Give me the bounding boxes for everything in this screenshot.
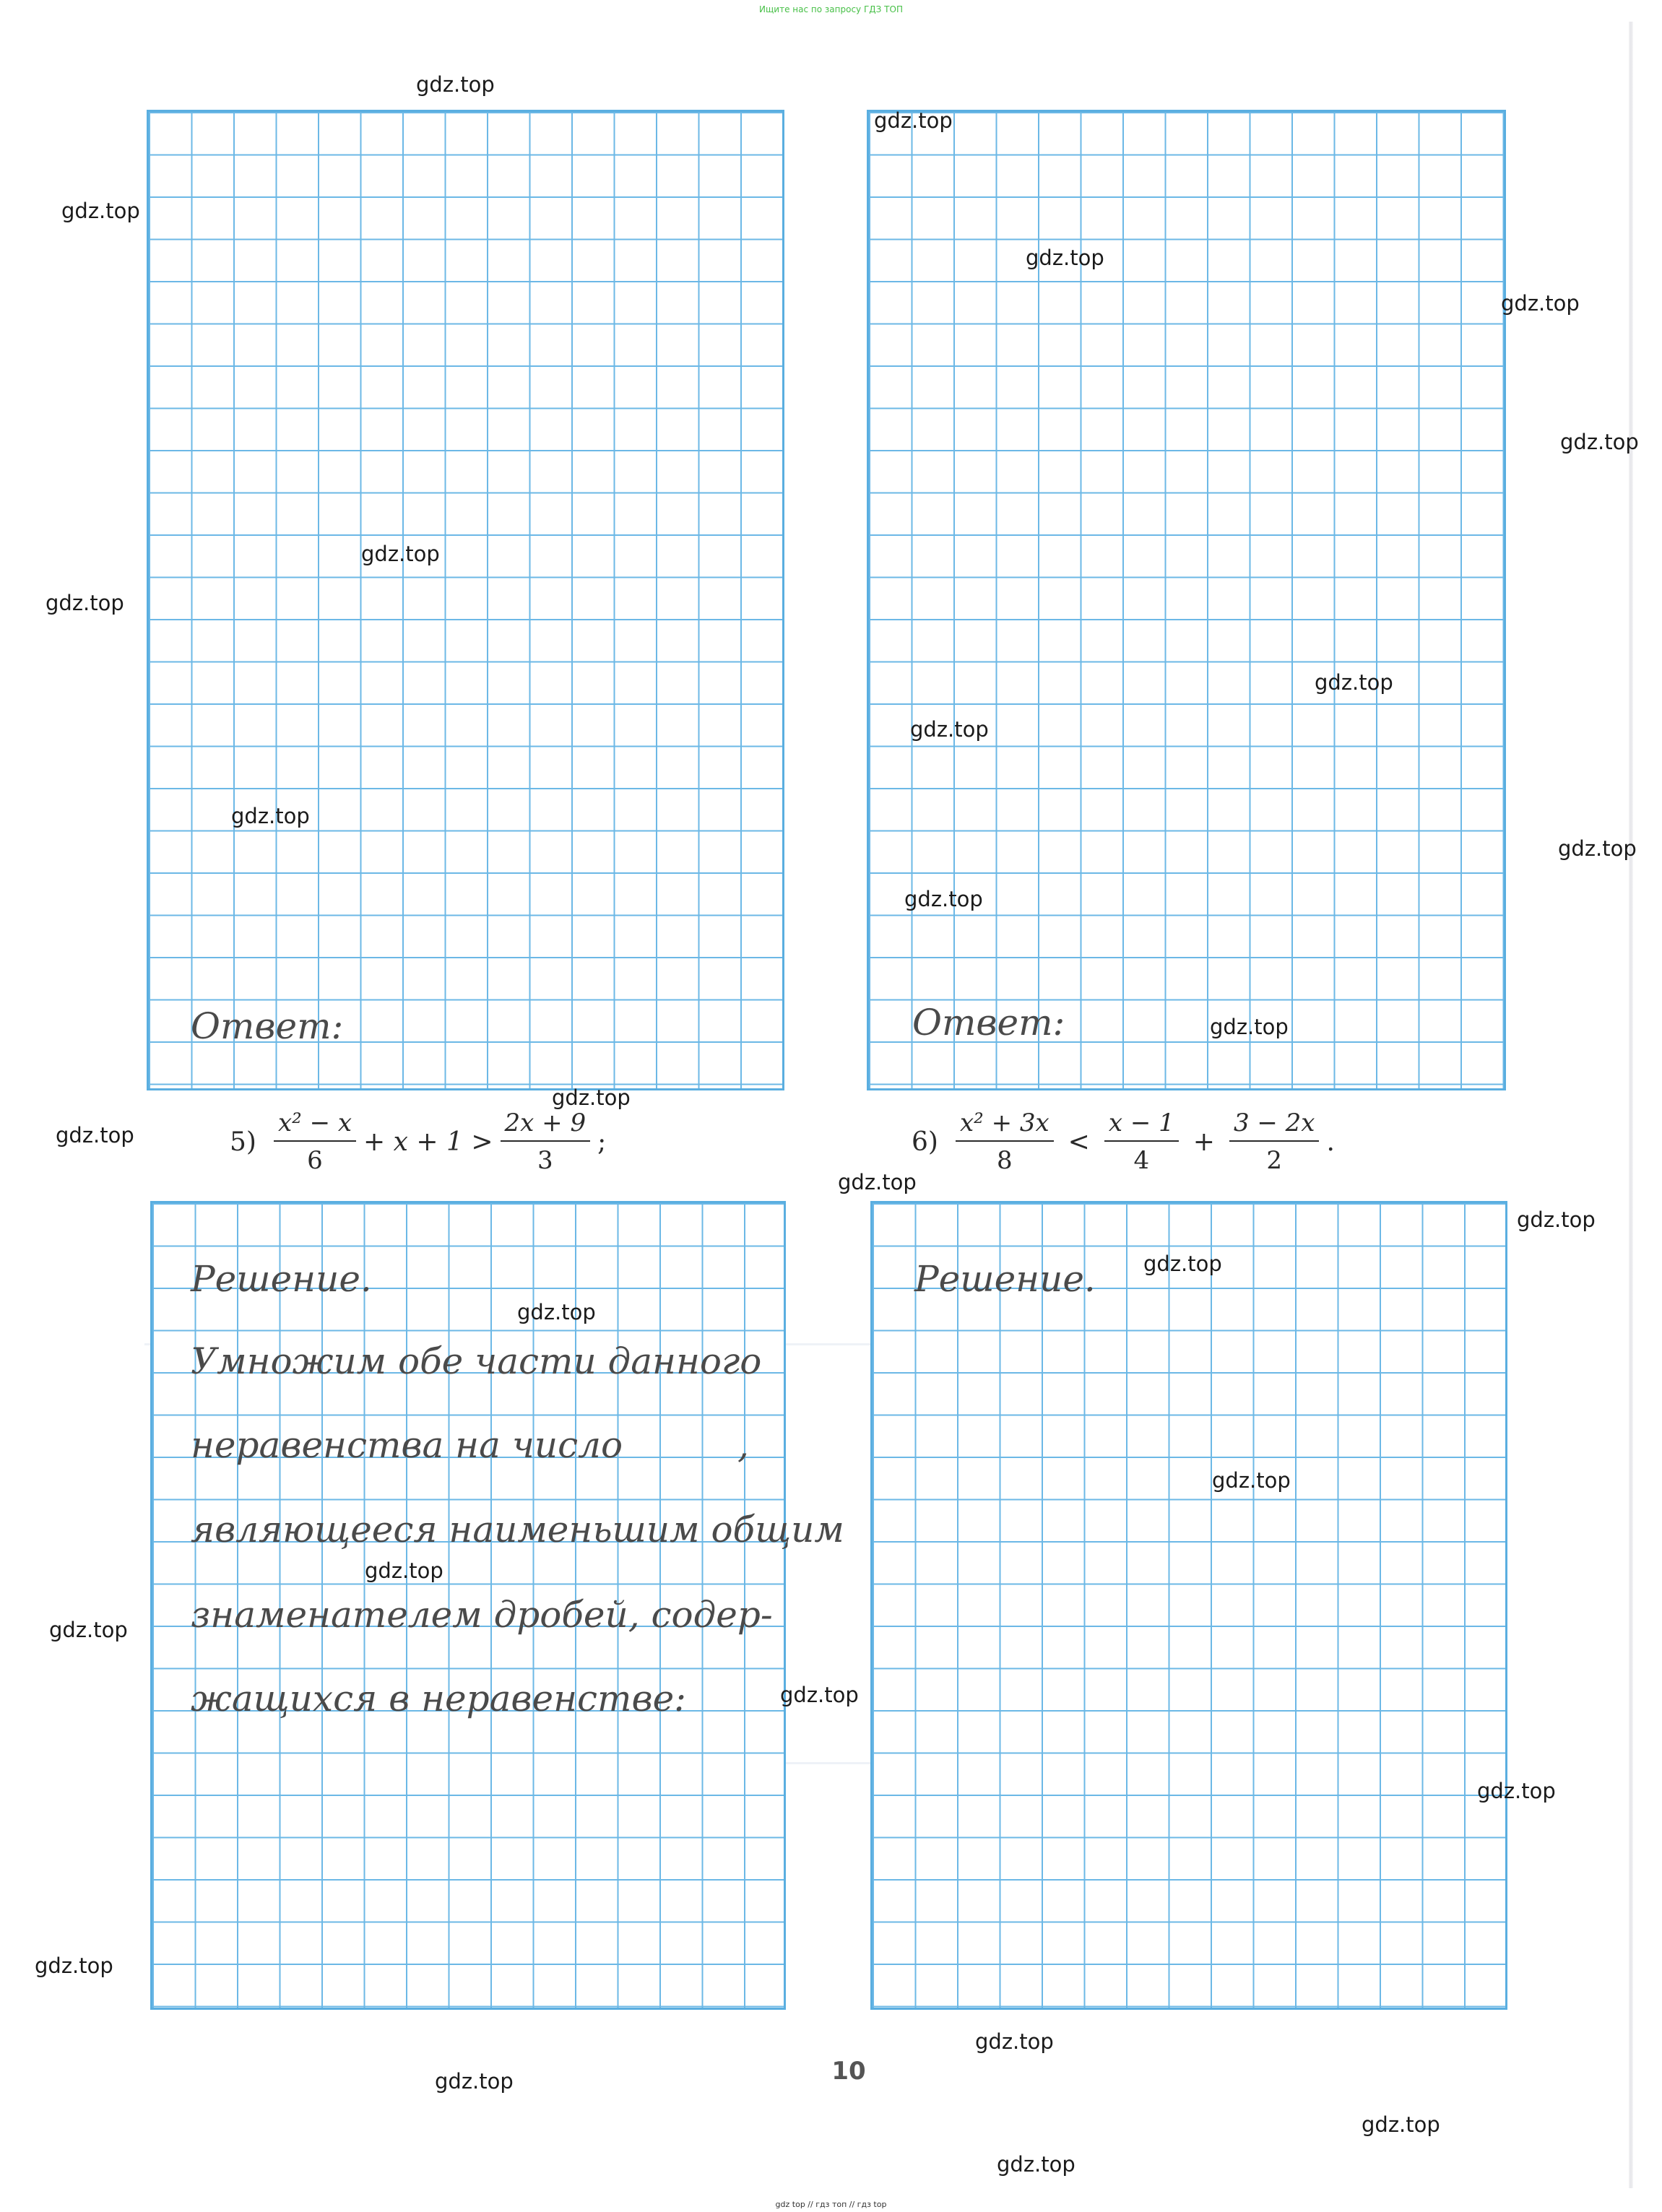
expression-tail: . bbox=[1326, 1127, 1335, 1157]
expression-middle: + x + 1 > bbox=[363, 1127, 493, 1157]
solution-line: Умножим обе части данного bbox=[191, 1340, 762, 1382]
solution-line: неравенства на число , bbox=[191, 1424, 749, 1466]
grid-bottom-right bbox=[870, 1201, 1507, 2010]
problem-5 bbox=[230, 1109, 606, 1175]
fraction bbox=[1104, 1109, 1179, 1175]
solution-label: Решение. bbox=[191, 1258, 372, 1300]
watermark: gdz.top bbox=[975, 2029, 1054, 2054]
answer-label: Ответ: bbox=[912, 1002, 1065, 1044]
watermark: gdz.top bbox=[1362, 2112, 1440, 2137]
watermark: gdz.top bbox=[1315, 670, 1393, 695]
watermark: gdz.top bbox=[1558, 836, 1637, 861]
fraction bbox=[274, 1109, 356, 1175]
fraction bbox=[1229, 1109, 1320, 1175]
solution-label: Решение. bbox=[914, 1258, 1096, 1300]
watermark: gdz.top bbox=[49, 1618, 128, 1642]
numerator: x² − x bbox=[274, 1109, 356, 1142]
grid-top-left bbox=[147, 110, 784, 1090]
footer-banner: gdz top // гдз топ // гдз top bbox=[775, 2200, 887, 2209]
watermark: gdz.top bbox=[997, 2152, 1075, 2177]
plus-sign: + bbox=[1193, 1127, 1215, 1157]
watermark: gdz.top bbox=[1210, 1015, 1289, 1039]
watermark: gdz.top bbox=[56, 1123, 134, 1148]
numerator: 3 − 2x bbox=[1229, 1109, 1320, 1142]
fraction bbox=[956, 1109, 1054, 1175]
watermark: gdz.top bbox=[1560, 430, 1639, 454]
numerator: 2x + 9 bbox=[501, 1109, 591, 1142]
watermark: gdz.top bbox=[552, 1085, 631, 1110]
watermark: gdz.top bbox=[910, 717, 989, 742]
watermark: gdz.top bbox=[416, 72, 495, 97]
watermark: gdz.top bbox=[1477, 1779, 1556, 1803]
fraction bbox=[501, 1109, 591, 1175]
watermark: gdz.top bbox=[435, 2069, 514, 2094]
watermark: gdz.top bbox=[365, 1558, 443, 1583]
grid-top-right bbox=[867, 110, 1506, 1090]
problem-6 bbox=[912, 1109, 1335, 1175]
numerator: x − 1 bbox=[1104, 1109, 1179, 1142]
watermark: gdz.top bbox=[231, 804, 310, 828]
relation-sign: < bbox=[1068, 1127, 1090, 1157]
denominator: 6 bbox=[307, 1146, 323, 1175]
page-edge-shadow bbox=[1629, 22, 1633, 2188]
solution-line: знаменателем дробей, содер- bbox=[191, 1594, 773, 1636]
watermark: gdz.top bbox=[1212, 1468, 1291, 1493]
numerator: x² + 3x bbox=[956, 1109, 1054, 1142]
denominator: 2 bbox=[1266, 1146, 1283, 1175]
denominator: 8 bbox=[996, 1146, 1013, 1175]
watermark: gdz.top bbox=[874, 108, 953, 133]
page-number: 10 bbox=[831, 2057, 866, 2086]
answer-label: Ответ: bbox=[191, 1005, 344, 1047]
watermark: gdz.top bbox=[904, 887, 983, 911]
watermark: gdz.top bbox=[61, 199, 140, 223]
watermark: gdz.top bbox=[1026, 246, 1104, 270]
watermark: gdz.top bbox=[1501, 291, 1580, 316]
denominator: 3 bbox=[537, 1146, 553, 1175]
expression-tail: ; bbox=[597, 1127, 607, 1157]
header-banner: Ищите нас по запросу ГДЗ ТОП bbox=[759, 4, 903, 14]
problem-number: 5) bbox=[230, 1127, 256, 1157]
problem-number: 6) bbox=[912, 1127, 938, 1157]
denominator: 4 bbox=[1133, 1146, 1150, 1175]
watermark: gdz.top bbox=[46, 591, 124, 615]
watermark: gdz.top bbox=[1143, 1252, 1222, 1276]
watermark: gdz.top bbox=[361, 542, 440, 566]
watermark: gdz.top bbox=[35, 1953, 113, 1978]
solution-line: жащихся в неравенстве: bbox=[191, 1678, 687, 1719]
watermark: gdz.top bbox=[517, 1300, 596, 1324]
watermark: gdz.top bbox=[1517, 1207, 1596, 1232]
watermark: gdz.top bbox=[780, 1683, 859, 1707]
watermark: gdz.top bbox=[838, 1170, 917, 1194]
solution-line: являющееся наименьшим общим bbox=[191, 1509, 844, 1550]
